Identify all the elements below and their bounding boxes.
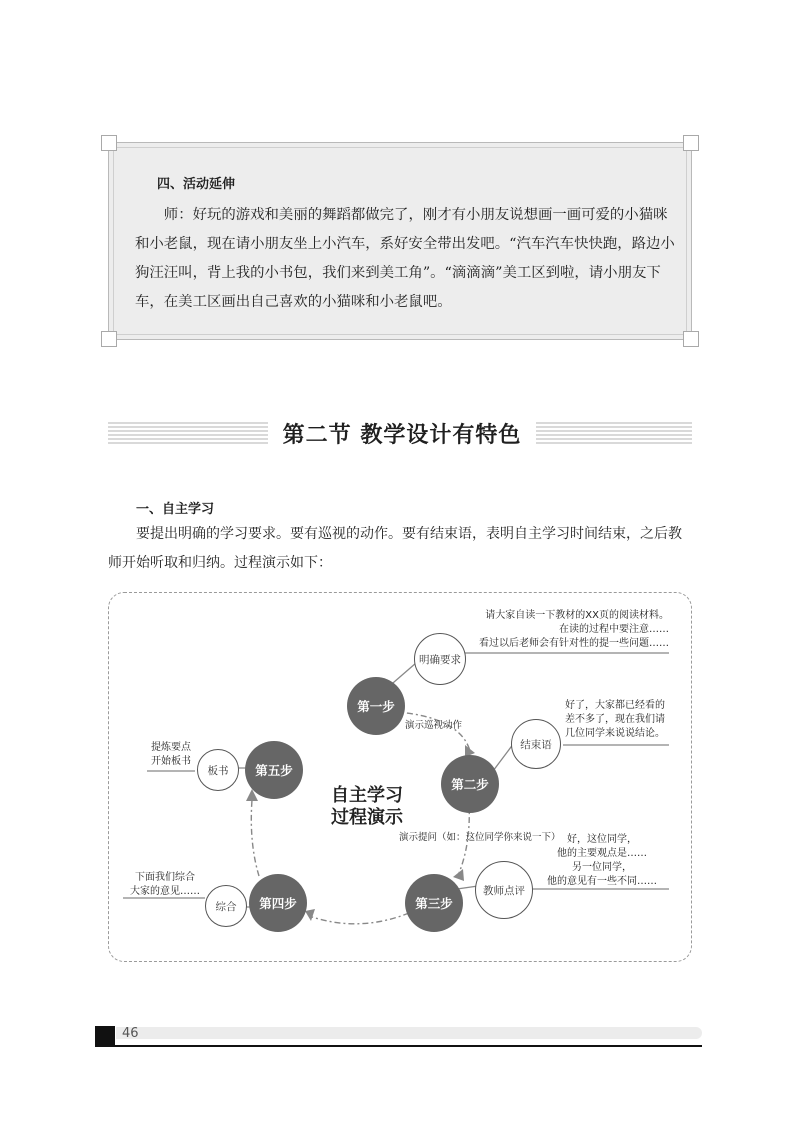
note-line: 他的意见有一些不同…… <box>547 876 657 887</box>
frame-corner-ornament <box>683 331 699 347</box>
title-stripes-left <box>108 422 268 444</box>
flow-arrow <box>309 913 409 924</box>
footer-rule <box>95 1045 702 1047</box>
note-line: 提炼要点 <box>151 742 191 753</box>
step-3-node: 第三步 <box>405 874 463 932</box>
note-closing-remarks <box>565 699 665 741</box>
process-diagram <box>108 592 692 962</box>
note-line: 在读的过程中要注意…… <box>559 624 669 635</box>
center-title-line: 自主学习 <box>331 785 403 806</box>
note-line: 几位同学来说说结论。 <box>565 728 665 739</box>
footer-bar <box>116 1027 702 1039</box>
footer-block <box>95 1026 115 1046</box>
box-body-text: 师：好玩的游戏和美丽的舞蹈都做完了，刚才有小朋友说想画一画可爱的小猫咪和小老鼠，现在请小朋友坐上小汽车，系好安全带出发吧。“汽车汽车快快跑，路边小狗汪汪叫，背上我的小书包，我们来到美工角”。“滴滴滴”美工区到啦，请小朋友下车，在美工区画出自己喜欢的小猫咪和小老鼠吧。 <box>135 207 675 310</box>
flow-arrow <box>251 800 259 876</box>
note-line: 另一位同学， <box>572 862 632 873</box>
arrow-head <box>305 909 315 921</box>
note-blackboard <box>147 741 195 769</box>
title-stripes-right <box>536 422 692 444</box>
sub-node-clear-requirements: 明确要求 <box>414 633 466 685</box>
label-demo-patrol: 演示巡视动作 <box>405 720 463 731</box>
frame-corner-ornament <box>101 331 117 347</box>
note-clear-requirements <box>443 609 669 651</box>
step-2-node: 第二步 <box>441 755 499 813</box>
subsection-paragraph: 要提出明确的学习要求。要有巡视的动作。要有结束语，表明自主学习时间结束，之后教师开始听取和归纳。过程演示如下： <box>108 526 682 571</box>
note-line: 差不多了，现在我们请 <box>565 714 665 725</box>
note-line: 好，这位同学， <box>567 834 637 845</box>
note-line: 他的主要观点是…… <box>557 848 647 859</box>
note-line: 看过以后老师会有针对性的提一些问题…… <box>479 638 669 649</box>
sub-node-blackboard: 板书 <box>197 749 239 791</box>
activity-extension-box <box>108 142 692 340</box>
arrow-head <box>453 869 464 881</box>
note-line: 好了，大家都已经看的 <box>565 700 665 711</box>
section-title: 第二节 教学设计有特色 <box>282 423 522 448</box>
step-4-node: 第四步 <box>249 874 307 932</box>
note-line: 大家的意见…… <box>130 886 200 897</box>
sub-node-teacher-comment: 教师点评 <box>475 861 533 919</box>
frame-corner-ornament <box>683 135 699 151</box>
note-line: 请大家自读一下教材的XX页的阅读材料。 <box>485 610 669 621</box>
box-heading: 四、活动延伸 <box>157 177 236 192</box>
frame-corner-ornament <box>101 135 117 151</box>
note-synthesize <box>123 871 207 899</box>
note-line: 开始板书 <box>151 756 191 767</box>
page-number: 46 <box>122 1026 139 1041</box>
sub-node-closing-remarks: 结束语 <box>511 719 561 769</box>
subsection-heading: 一、自主学习 <box>136 502 215 517</box>
step-1-node: 第一步 <box>347 677 405 735</box>
note-line: 下面我们综合 <box>135 872 195 883</box>
label-demo-question: 演示提问（如：这位同学你来说一下） <box>399 832 561 843</box>
diagram-center-title <box>331 785 403 829</box>
sub-node-synthesize: 综合 <box>205 885 247 927</box>
step-5-node: 第五步 <box>245 741 303 799</box>
center-title-line: 过程演示 <box>331 807 403 828</box>
